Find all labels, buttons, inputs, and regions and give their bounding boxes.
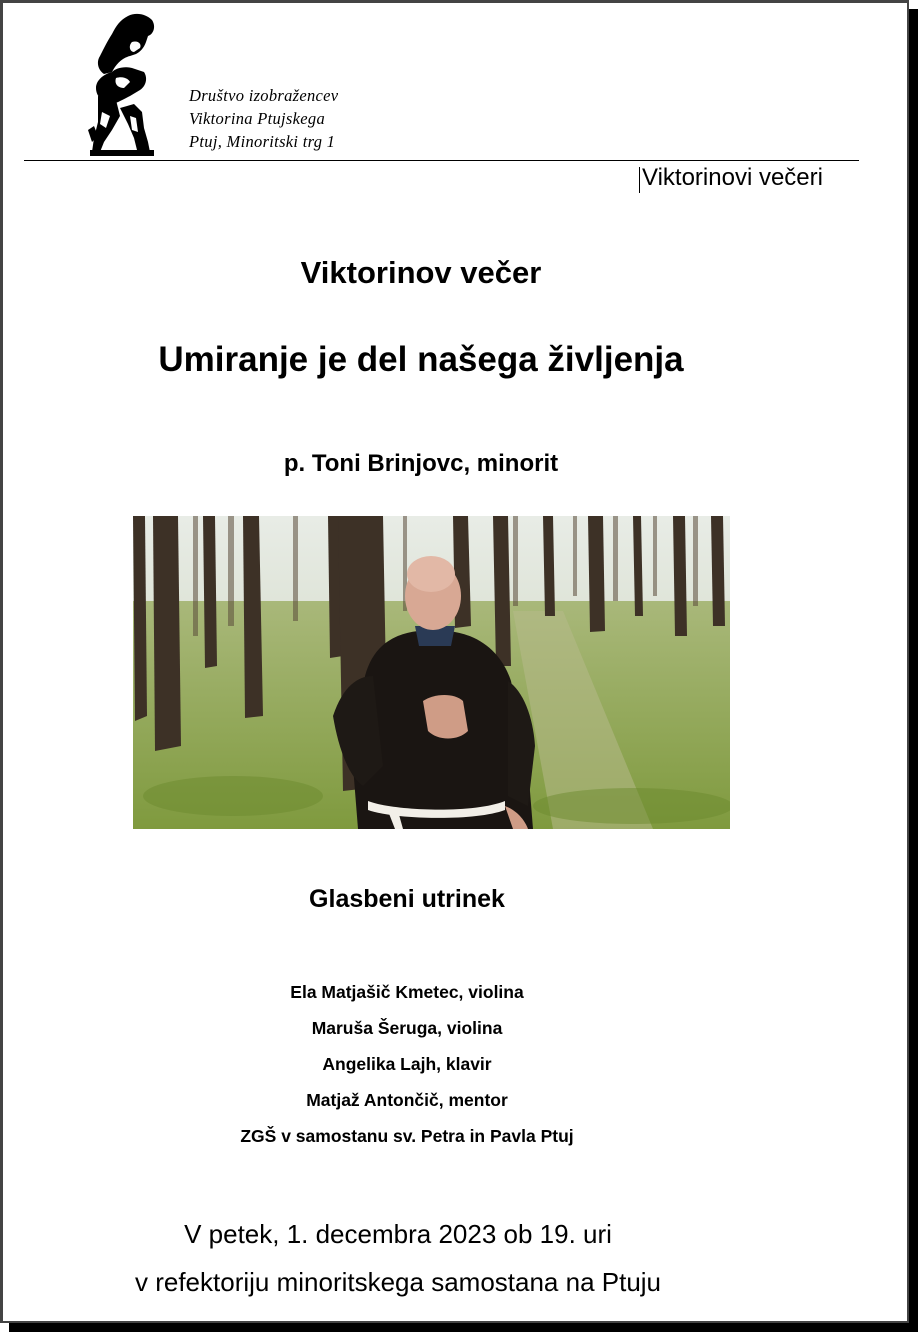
frame-shadow-bottom bbox=[9, 1323, 918, 1332]
society-line: Ptuj, Minoritski trg 1 bbox=[189, 132, 336, 151]
event-location: v refektoriju minoritskega samostana na Ptuju bbox=[134, 1267, 662, 1297]
frame-shadow-right bbox=[909, 9, 918, 1332]
performer-item: ZGŠ v samostanu sv. Petra in Pavla Ptuj bbox=[240, 1126, 574, 1146]
music-section-title: Glasbeni utrinek bbox=[309, 885, 505, 913]
society-line: Viktorina Ptujskega bbox=[189, 109, 325, 128]
header-divider bbox=[24, 160, 859, 161]
performer-item: Matjaž Antončič, mentor bbox=[306, 1090, 508, 1110]
performer-item: Maruša Šeruga, violina bbox=[311, 1018, 503, 1038]
society-address bbox=[189, 84, 338, 153]
series-name: Viktorinovi večeri bbox=[642, 164, 823, 191]
thinker-statue-logo bbox=[86, 12, 162, 158]
event-title: Umiranje je del našega življenja bbox=[158, 340, 684, 379]
society-line: Društvo izobražencev bbox=[189, 86, 339, 105]
performer-item: Angelika Lajh, klavir bbox=[322, 1054, 492, 1074]
performers-list bbox=[0, 981, 814, 1161]
event-heading: Viktorinov večer bbox=[300, 255, 542, 290]
event-date: V petek, 1. decembra 2023 ob 19. uri bbox=[184, 1219, 612, 1249]
event-speaker: p. Toni Brinjovc, minorit bbox=[283, 450, 559, 477]
performer-item: Ela Matjašič Kmetec, violina bbox=[290, 982, 524, 1002]
text-cursor bbox=[639, 167, 640, 193]
speaker-photo bbox=[133, 516, 730, 829]
